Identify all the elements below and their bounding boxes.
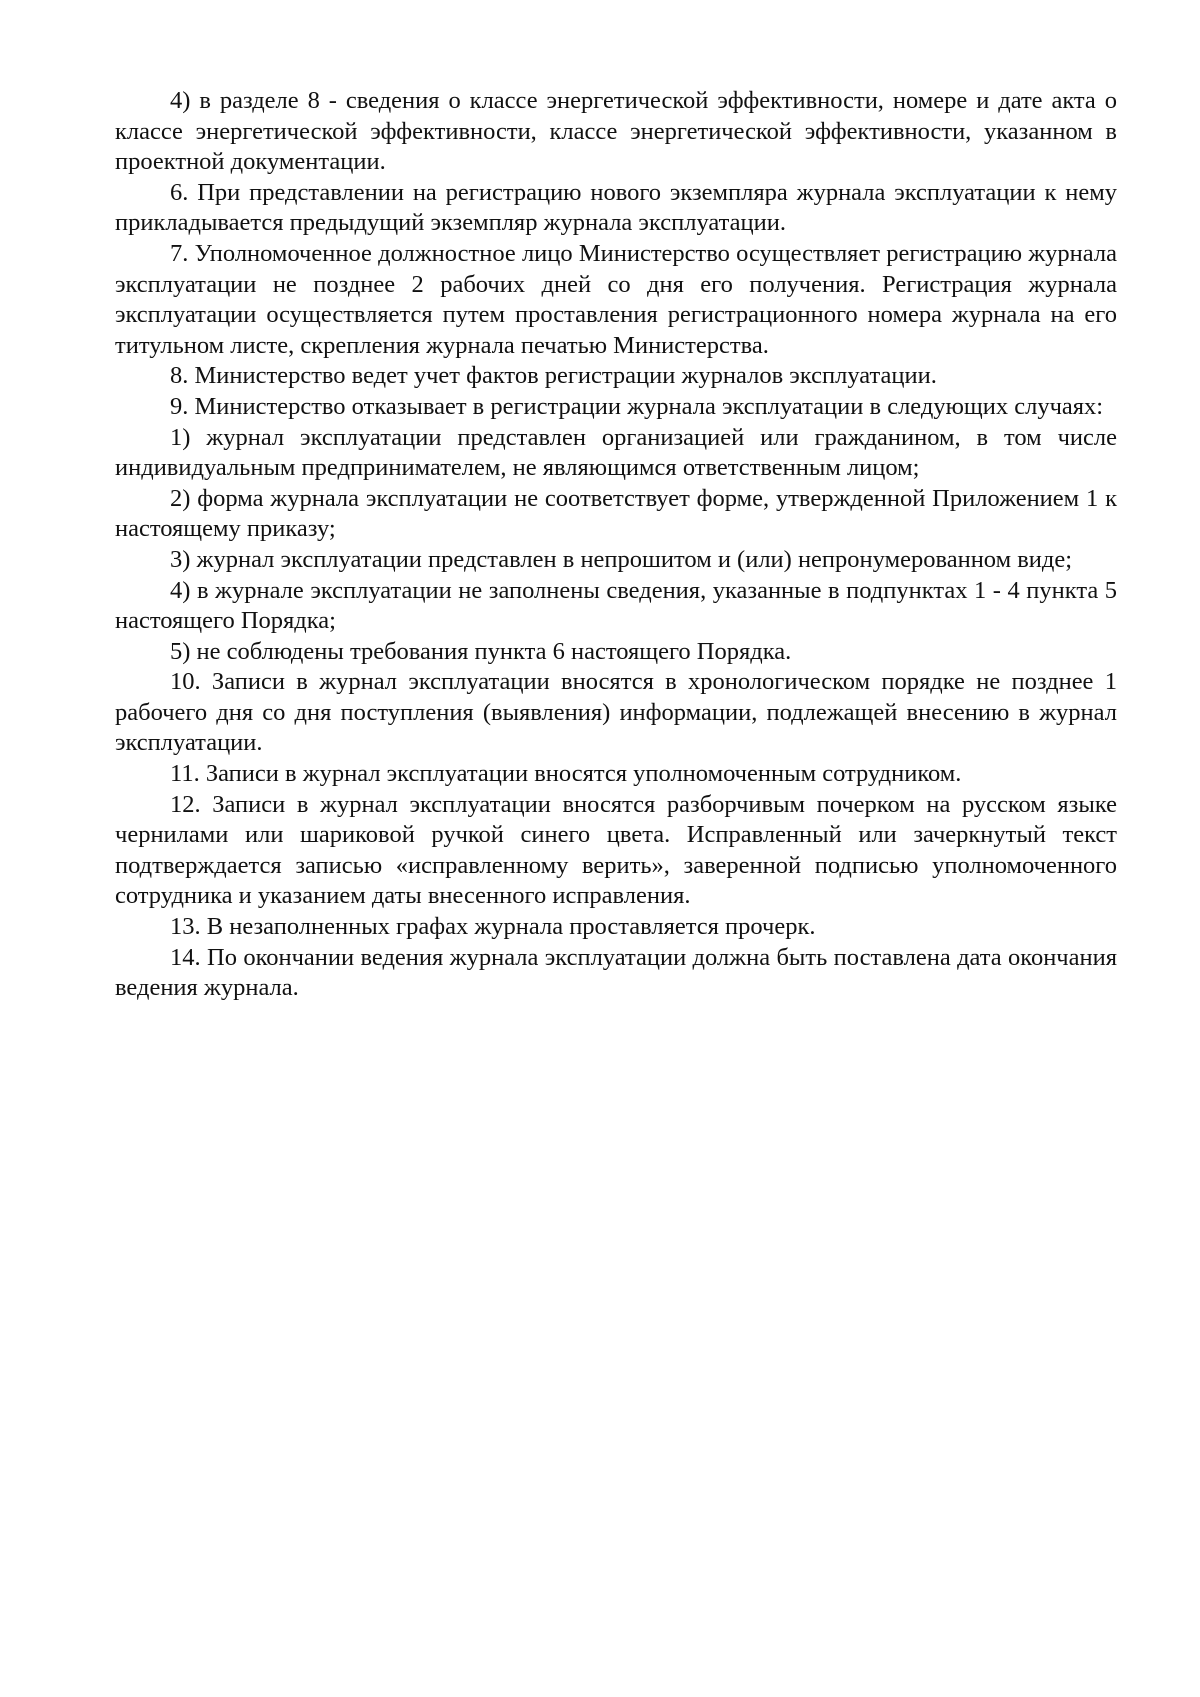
paragraph-item-13: 13. В незаполненных графах журнала проставляется прочерк. <box>170 913 816 941</box>
paragraph-item-7: 7. Уполномоченное должностное лицо Министерство осуществляет регистрацию журнала эксплуатации не позднее 2 рабочих дней со дня его получения. Регистрация журнала эксплуатации осуществляется путем проставления регистрационного номера журнала на его титульном листе, скрепления журнала печатью Министерства. <box>115 239 1117 359</box>
paragraph-item-14: 14. По окончании ведения журнала эксплуатации должна быть поставлена дата окончания ведения журнала. <box>115 943 1117 1002</box>
paragraph-item-8: 8. Министерство ведет учет фактов регистрации журналов эксплуатации. <box>170 362 937 390</box>
paragraph-item-12: 12. Записи в журнал эксплуатации вносятся разборчивым почерком на русском языке чернилами или шариковой ручкой синего цвета. Исправленный или зачеркнутый текст подтверждается записью «исправленному верить», заверенной подписью уполномоченного сотрудника и указанием даты внесенного исправления. <box>115 790 1117 910</box>
paragraph-item-9-sub-3: 3) журнал эксплуатации представлен в непрошитом и (или) непронумерованном виде; <box>170 545 1073 573</box>
paragraph-item-9-sub-1: 1) журнал эксплуатации представлен организацией или гражданином, в том числе индивидуальным предпринимателем, не являющимся ответственным лицом; <box>115 423 1117 482</box>
paragraph-item-9: 9. Министерство отказывает в регистрации журнала эксплуатации в следующих случаях: <box>170 392 1104 420</box>
paragraph-item-6: 6. При представлении на регистрацию нового экземпляра журнала эксплуатации к нему прикладывается предыдущий экземпляр журнала эксплуатации. <box>115 178 1117 237</box>
paragraph-item-11: 11. Записи в журнал эксплуатации вносятся уполномоченным сотрудником. <box>170 760 962 788</box>
paragraph-item-10: 10. Записи в журнал эксплуатации вносятся в хронологическом порядке не позднее 1 рабочего дня со дня поступления (выявления) информации, подлежащей внесению в журнал эксплуатации. <box>115 668 1117 757</box>
paragraph-item-9-sub-2: 2) форма журнала эксплуатации не соответствует форме, утвержденной Приложением 1 к настоящему приказу; <box>115 484 1117 543</box>
paragraph-4-section-8: 4) в разделе 8 - сведения о классе энергетической эффективности, номере и дате акта о классе энергетической эффективности, классе энергетической эффективности, указанном в проектной документации. <box>115 87 1117 176</box>
paragraph-item-9-sub-4: 4) в журнале эксплуатации не заполнены сведения, указанные в подпунктах 1 - 4 пункта 5 настоящего Порядка; <box>115 576 1117 635</box>
paragraph-item-9-sub-5: 5) не соблюдены требования пункта 6 настоящего Порядка. <box>170 637 792 665</box>
document-body <box>115 86 1117 1004</box>
